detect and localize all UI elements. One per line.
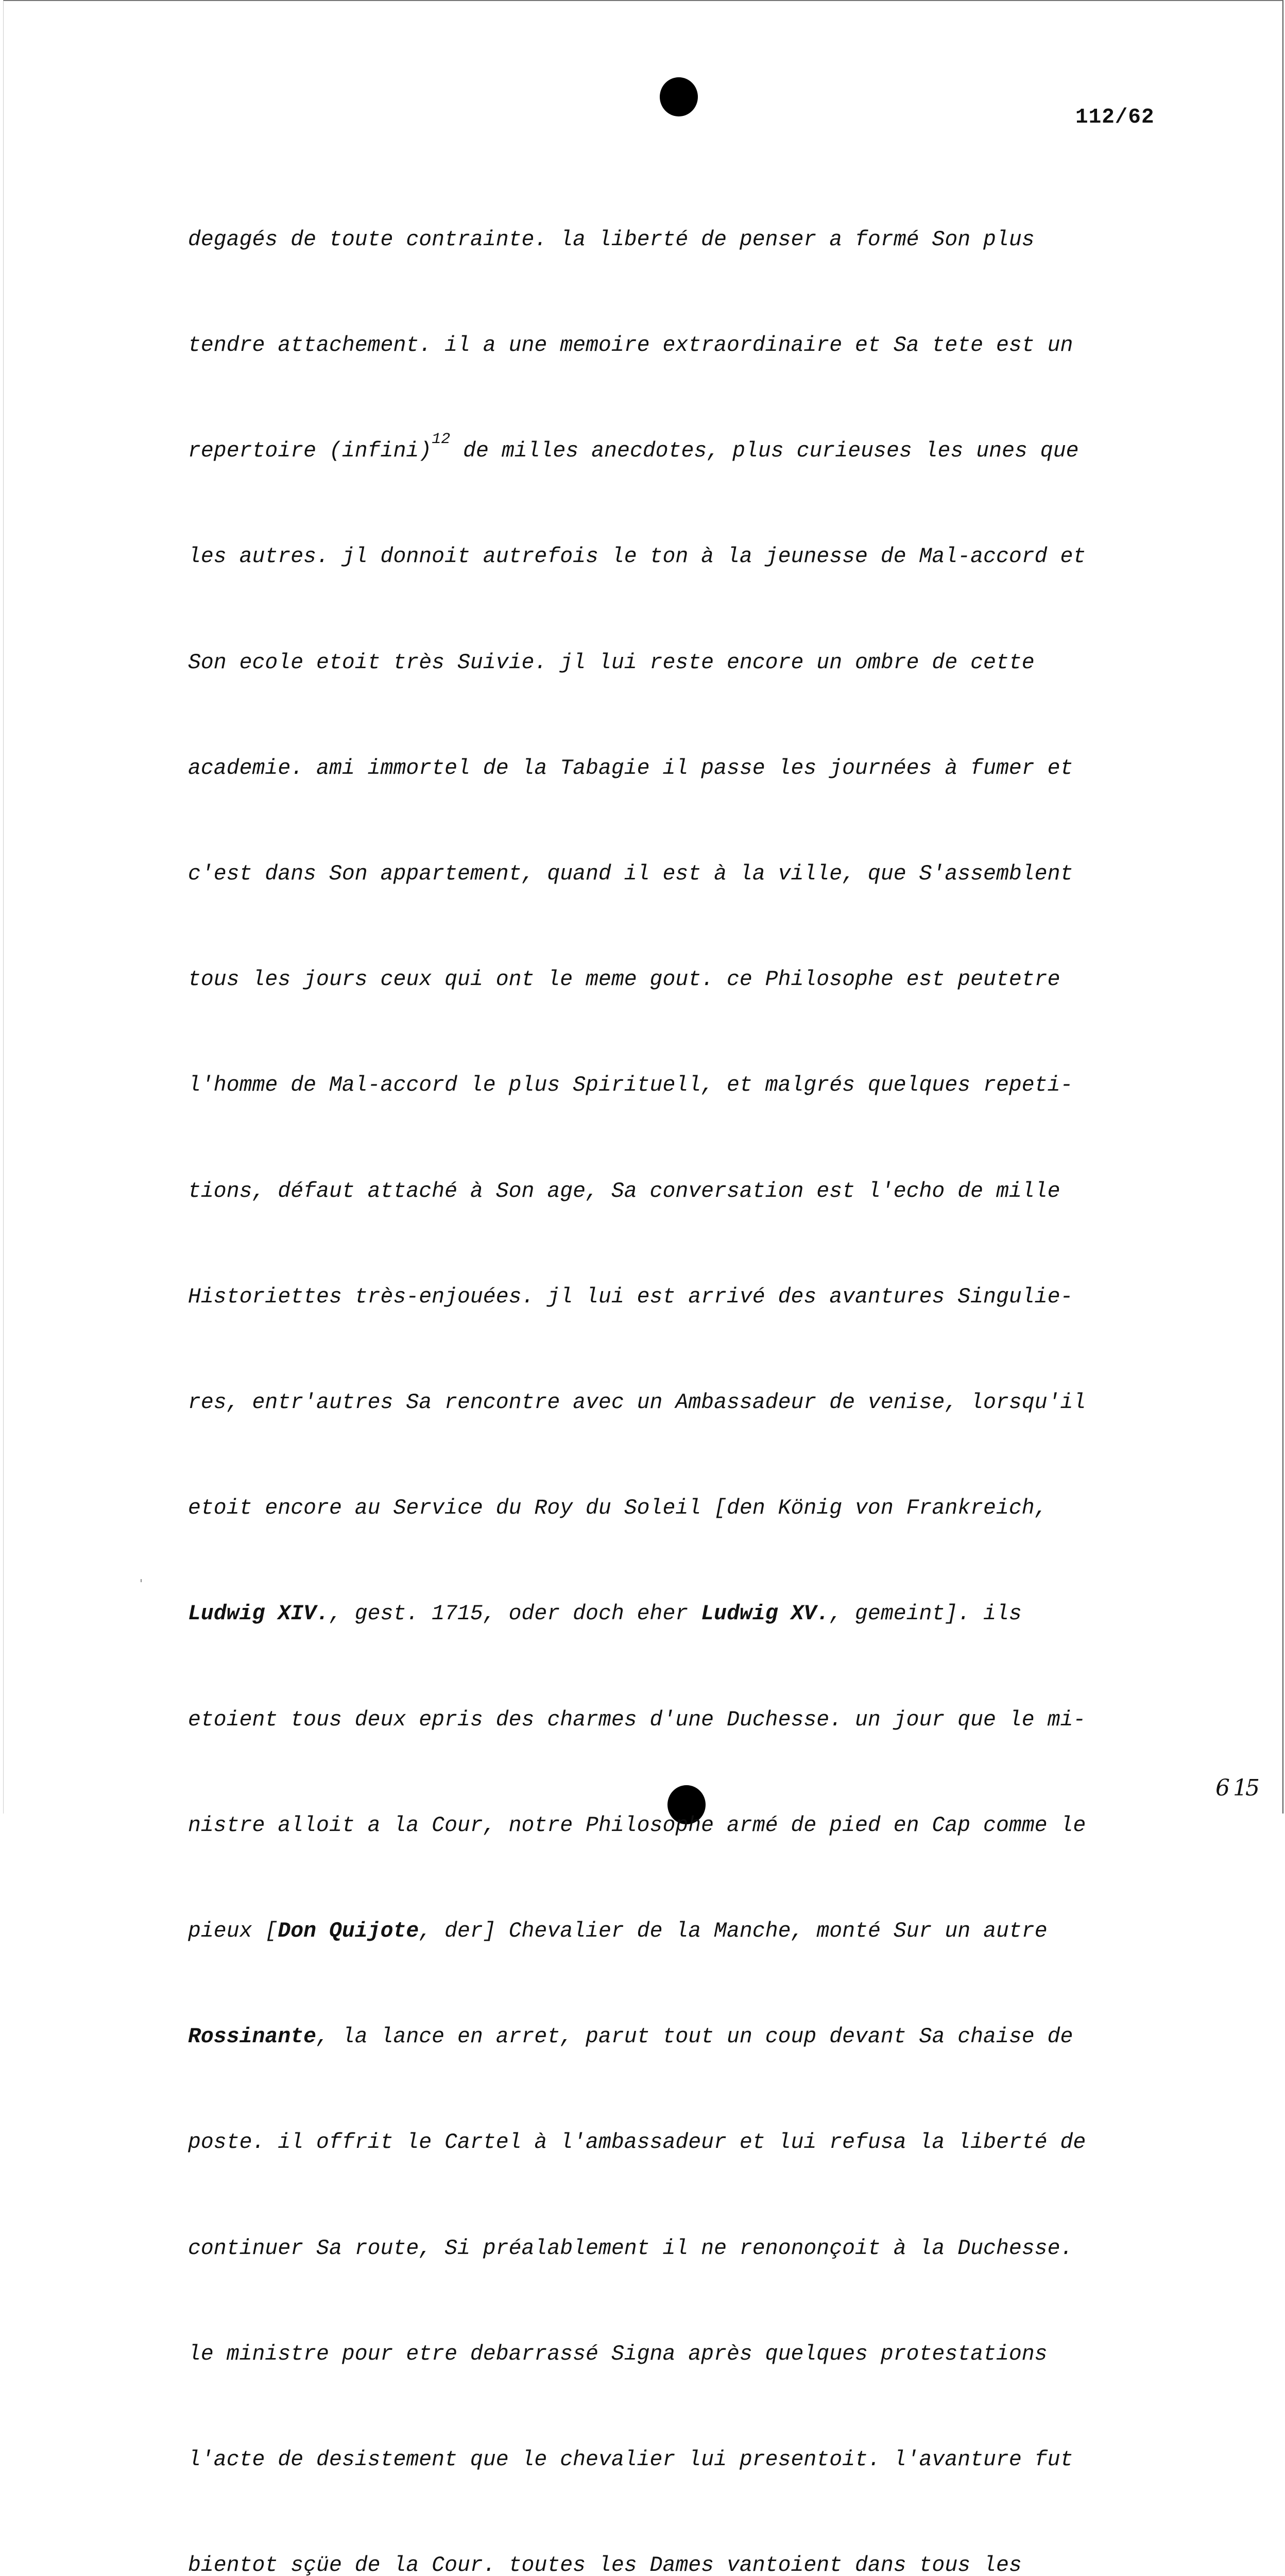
text-line: continuer Sa route, Si préalablement il ne renononçoit à la Duchesse. <box>188 2236 1073 2261</box>
bold-name: Rossinante <box>188 2025 317 2049</box>
body-text <box>188 152 1233 2576</box>
text-line <box>188 1597 1233 1632</box>
text-line: le ministre pour etre debarrassé Signa après quelques protestations <box>188 2342 1048 2366</box>
text-line <box>188 1914 1233 1949</box>
punch-hole-top <box>660 77 698 116</box>
text-line: tions, défaut attaché à Son age, Sa conversation est l'echo de mille <box>188 1179 1060 1204</box>
text-line: nistre alloit a la Cour, notre Philosophe armé de pied en Cap comme le <box>188 1813 1086 1838</box>
text-segment: , gest. 1715, oder doch eher <box>329 1602 701 1626</box>
footnote-marker: 12 <box>432 431 451 449</box>
bold-name: Don Quijote <box>278 1919 419 1944</box>
text-line: tous les jours ceux qui ont le meme gout. ce Philosophe est peutetre <box>188 968 1060 992</box>
text-segment: de milles anecdotes, plus curieuses les unes que <box>450 439 1079 464</box>
text-segment: , der] Chevalier de la Manche, monté Sur un autre <box>419 1919 1048 1944</box>
text-line: etoient tous deux epris des charmes d'une Duchesse. un jour que le mi- <box>188 1707 1086 1732</box>
text-line: Historiettes très-enjouées. jl lui est arrivé des avantures Singulie- <box>188 1284 1073 1309</box>
text-line: etoit encore au Service du Roy du Soleil [den König von Frankreich, <box>188 1496 1048 1521</box>
text-line: l'homme de Mal-accord le plus Spirituell, et malgrés quelques repeti- <box>188 1073 1073 1098</box>
text-line <box>188 2020 1233 2055</box>
margin-mark <box>141 1579 142 1582</box>
text-line: c'est dans Son appartement, quand il est à la ville, que S'assemblent <box>188 862 1073 887</box>
text-line: degagés de toute contrainte. la liberté de penser a formé Son plus <box>188 227 1035 252</box>
page-number: 112/62 <box>1075 106 1155 129</box>
text-segment: repertoire (infini) <box>188 439 432 464</box>
text-line: Son ecole etoit très Suivie. jl lui reste encore un ombre de cette <box>188 650 1035 675</box>
text-segment: pieux [ <box>188 1919 278 1944</box>
bold-name: Ludwig XIV. <box>188 1602 329 1626</box>
text-line: academie. ami immortel de la Tabagie il passe les journées à fumer et <box>188 756 1073 781</box>
text-segment: , gemeint]. ils <box>829 1602 1022 1626</box>
text-line: l'acte de desistement que le chevalier lui presentoit. l'avanture fut <box>188 2448 1073 2472</box>
text-line: bientot sçüe de la Cour. toutes les Dames vantoient dans tous les <box>188 2553 1022 2576</box>
text-line: les autres. jl donnoit autrefois le ton à la jeunesse de Mal-accord et <box>188 545 1086 569</box>
text-line: poste. il offrit le Cartel à l'ambassadeur et lui refusa la liberté de <box>188 2130 1086 2155</box>
text-line: res, entr'autres Sa rencontre avec un Ambassadeur de venise, lorsqu'il <box>188 1391 1086 1415</box>
text-segment: , la lance en arret, parut tout un coup devant Sa chaise de <box>316 2025 1073 2049</box>
bold-name: Ludwig XV. <box>701 1602 830 1626</box>
text-line <box>188 431 1233 469</box>
handwritten-corner-mark: 6 15 <box>1215 1775 1258 1801</box>
text-line: tendre attachement. il a une memoire extraordinaire et Sa tete est un <box>188 333 1073 358</box>
